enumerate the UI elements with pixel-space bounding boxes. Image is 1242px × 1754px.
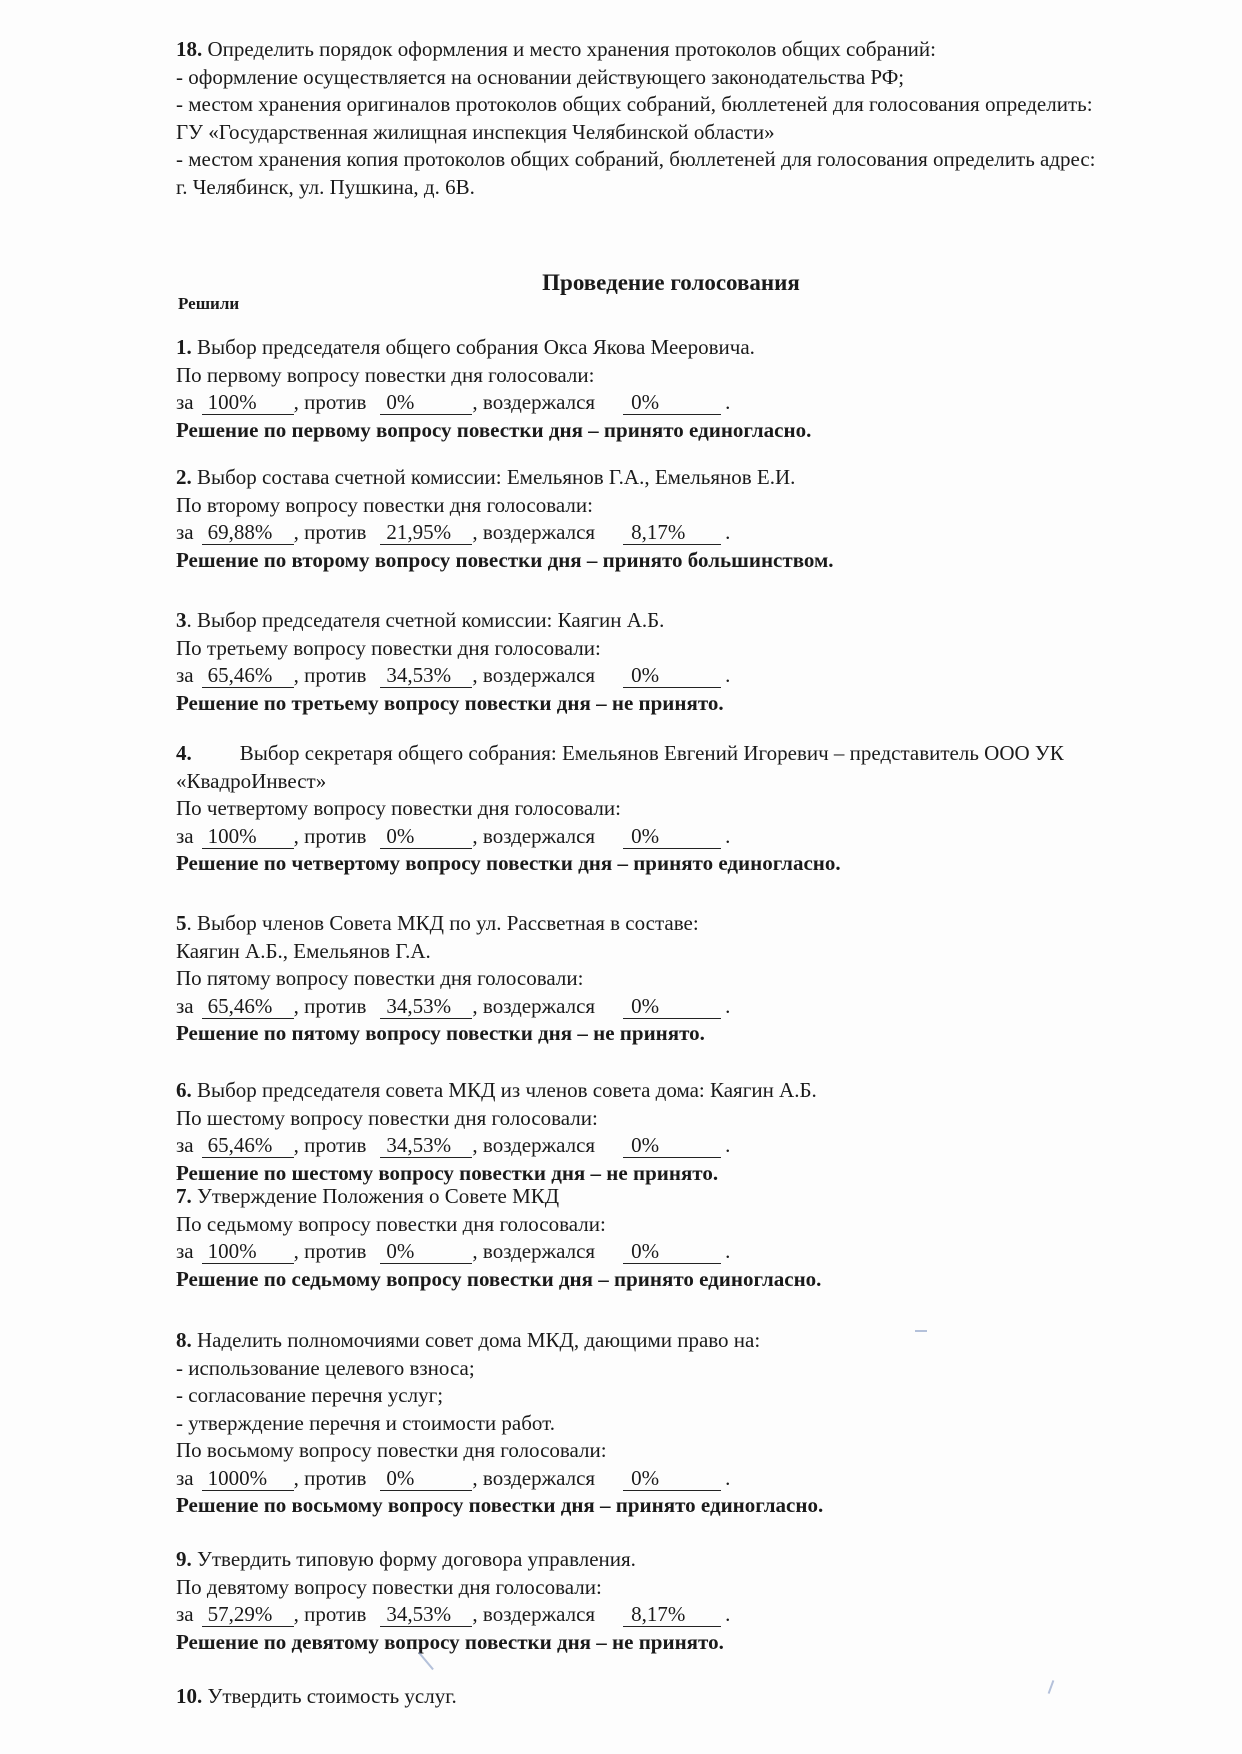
item-text-line [176, 1183, 1166, 1211]
agenda-item [176, 910, 1166, 1048]
for-value: 65,46% [202, 663, 294, 688]
against-value: 0% [380, 1466, 472, 1491]
agenda-item [176, 334, 1166, 444]
abstained-value: 0% [623, 1466, 721, 1491]
abstained-value: 0% [623, 994, 721, 1019]
vote-results [176, 1132, 1166, 1160]
against-label: , против [293, 1465, 367, 1490]
section-heading: Проведение голосования [542, 270, 800, 295]
for-label: за [176, 390, 194, 414]
item-number: 6. [176, 1078, 192, 1102]
for-label: за [176, 520, 194, 544]
item-number: 10. [176, 1684, 203, 1708]
section-18-line [176, 91, 1166, 119]
item-text-line [176, 1327, 1166, 1355]
item-number: 18. [176, 37, 203, 61]
item-text-line [176, 938, 1166, 966]
end-period: . [725, 1465, 731, 1490]
end-period: . [725, 390, 731, 414]
item-text-line [176, 464, 1166, 492]
vote-intro: По третьему вопросу повестки дня голосовали: [176, 635, 601, 660]
against-value: 21,95% [380, 520, 472, 545]
line-text: - местом хранения копия протоколов общих собраний, бюллетеней для голосования определить адрес: [176, 147, 1096, 171]
vote-intro: По восьмому вопросу повестки дня голосовали: [176, 1438, 607, 1462]
abstained-value: 0% [623, 1239, 721, 1264]
item-text: «КвадроИнвест» [176, 768, 327, 793]
for-value: 100% [202, 390, 294, 415]
decision: Решение по шестому вопросу повестки дня – не принято. [176, 1160, 719, 1185]
end-period: . [725, 1133, 731, 1157]
section-18-line [176, 64, 1166, 92]
item-text-line [176, 740, 1166, 768]
vote-results [176, 1601, 1166, 1629]
item-text: Утверждение Положения о Совете МКД [197, 1184, 560, 1208]
agenda-item [176, 1327, 1166, 1520]
item-text: Выбор состава счетной комиссии: Емельянов Г.А., Емельянов Е.И. [197, 465, 796, 489]
agenda-item [176, 607, 1166, 717]
abstained-value: 8,17% [623, 1602, 721, 1627]
item-number: 3 [176, 608, 187, 632]
vote-intro: По шестому вопросу повестки дня голосовали: [176, 1105, 598, 1130]
item-number: 4. [176, 741, 192, 765]
item-text: - использование целевого взноса; [176, 1355, 475, 1380]
for-value: 65,46% [202, 994, 294, 1019]
end-period: . [725, 520, 731, 544]
vote-intro: По первому вопросу повестки дня голосовали: [176, 362, 595, 387]
abstained-label: , воздержался [472, 1133, 596, 1157]
against-value: 34,53% [380, 1602, 472, 1627]
end-period: . [725, 993, 731, 1018]
end-period: . [725, 1239, 731, 1263]
decision: Решение по восьмому вопросу повестки дня – принято единогласно. [176, 1493, 824, 1517]
against-label: , против [293, 823, 367, 848]
for-value: 1000% [202, 1466, 294, 1491]
abstained-label: , воздержался [472, 1602, 596, 1626]
vote-intro: По седьмому вопросу повестки дня голосовали: [176, 1211, 606, 1236]
section-18-line [176, 119, 1166, 147]
section-18 [176, 36, 1166, 201]
item-number: 8. [176, 1328, 192, 1352]
item-text-line [176, 607, 1166, 635]
item-text-line [176, 1077, 1166, 1105]
abstained-label: , воздержался [472, 390, 596, 414]
section-18-line [176, 174, 1166, 202]
agenda-item [176, 1077, 1166, 1187]
item-text-line [176, 1546, 1166, 1574]
vote-results [176, 519, 1166, 547]
decision: Решение по второму вопросу повестки дня – принято большинством. [176, 547, 834, 572]
end-period: . [725, 663, 731, 687]
item-text: - утверждение перечня и стоимости работ. [176, 1410, 555, 1435]
vote-intro: По четвертому вопросу повестки дня голосовали: [176, 796, 621, 820]
for-label: за [176, 1465, 194, 1490]
item-number: 5 [176, 911, 187, 935]
abstained-value: 0% [623, 390, 721, 415]
against-value: 0% [380, 390, 472, 415]
line-text: - оформление осуществляется на основании действующего законодательства РФ; [176, 64, 905, 89]
item-number: 2. [176, 465, 192, 489]
decision: Решение по первому вопросу повестки дня – принято единогласно. [176, 417, 812, 442]
abstained-value: 8,17% [623, 520, 721, 545]
abstained-label: , воздержался [472, 823, 596, 848]
for-label: за [176, 993, 194, 1018]
for-value: 65,46% [202, 1133, 294, 1158]
for-value: 57,29% [202, 1602, 294, 1627]
abstained-value: 0% [623, 1133, 721, 1158]
against-label: , против [293, 1133, 367, 1157]
for-value: 69,88% [202, 520, 294, 545]
item-text: Наделить полномочиями совет дома МКД, дающими право на: [197, 1328, 761, 1352]
item-text: . Выбор председателя счетной комиссии: Каягин А.Б. [186, 608, 665, 632]
item-text-line [176, 1683, 1166, 1711]
item-text-line [176, 1382, 1166, 1410]
item-number: 9. [176, 1547, 192, 1571]
abstained-label: , воздержался [472, 520, 596, 544]
agenda-item [176, 1183, 1166, 1293]
item-text: Утвердить типовую форму договора управления. [197, 1547, 636, 1571]
item-text: Утвердить стоимость услуг. [207, 1684, 457, 1708]
agenda-item [176, 740, 1166, 878]
for-label: за [176, 823, 194, 848]
for-label: за [176, 1239, 194, 1263]
resolved-label: Решили [178, 294, 240, 313]
line-text: г. Челябинск, ул. Пушкина, д. 6В. [176, 174, 475, 199]
item-text-line [176, 768, 1166, 796]
for-label: за [176, 1133, 194, 1157]
abstained-label: , воздержался [472, 993, 596, 1018]
against-label: , против [293, 520, 367, 544]
abstained-label: , воздержался [472, 663, 596, 687]
line-text: - местом хранения оригиналов протоколов общих собраний, бюллетеней для голосования определить: [176, 92, 1093, 116]
item-text: Каягин А.Б., Емельянов Г.А. [176, 938, 431, 963]
vote-intro: По девятому вопросу повестки дня голосовали: [176, 1574, 602, 1599]
vote-results [176, 1238, 1166, 1266]
for-value: 100% [202, 1239, 294, 1264]
agenda-item [176, 464, 1166, 574]
for-value: 100% [202, 824, 294, 849]
abstained-label: , воздержался [472, 1239, 596, 1263]
for-label: за [176, 663, 194, 687]
item-text: - согласование перечня услуг; [176, 1383, 444, 1407]
vote-results [176, 662, 1166, 690]
agenda-item [176, 1546, 1166, 1656]
scan-mark [915, 1330, 927, 1332]
item-number: 7. [176, 1184, 192, 1208]
decision: Решение по седьмому вопросу повестки дня – принято единогласно. [176, 1266, 822, 1291]
abstained-value: 0% [623, 663, 721, 688]
against-label: , против [293, 663, 367, 687]
against-label: , против [293, 390, 367, 414]
against-label: , против [293, 993, 367, 1018]
decision: Решение по третьему вопросу повестки дня – не принято. [176, 690, 724, 715]
decision: Решение по девятому вопросу повестки дня – не принято. [176, 1629, 724, 1654]
for-label: за [176, 1602, 194, 1626]
item-text: Выбор председателя совета МКД из членов совета дома: Каягин А.Б. [197, 1078, 817, 1102]
vote-results [176, 823, 1166, 851]
item-text: Выбор председателя общего собрания Окса Якова Мееровича. [197, 335, 755, 359]
end-period: . [725, 823, 731, 848]
agenda-item [176, 1683, 1166, 1711]
decision: Решение по пятому вопросу повестки дня – не принято. [176, 1021, 705, 1045]
against-value: 0% [380, 1239, 472, 1264]
against-value: 34,53% [380, 663, 472, 688]
vote-intro: По второму вопросу повестки дня голосовали: [176, 492, 593, 517]
vote-results [176, 1465, 1166, 1493]
abstained-value: 0% [623, 824, 721, 849]
item-text-line [176, 910, 1166, 938]
decision: Решение по четвертому вопросу повестки дня – принято единогласно. [176, 851, 841, 875]
section-18-line [176, 146, 1166, 174]
vote-results [176, 389, 1166, 417]
item-text-line [176, 334, 1166, 362]
section-18-line [176, 36, 1166, 64]
vote-results [176, 993, 1166, 1021]
against-value: 34,53% [380, 1133, 472, 1158]
item-text-line [176, 1410, 1166, 1438]
item-text-line [176, 1355, 1166, 1383]
line-text: Определить порядок оформления и место хранения протоколов общих собраний: [207, 37, 936, 61]
against-label: , против [293, 1602, 367, 1626]
item-number: 1. [176, 335, 192, 359]
end-period: . [725, 1602, 731, 1626]
abstained-label: , воздержался [472, 1465, 596, 1490]
item-text: . Выбор членов Совета МКД по ул. Рассветная в составе: [186, 911, 699, 935]
item-text: Выбор секретаря общего собрания: Емельянов Евгений Игоревич – представитель ООО УК [239, 741, 1064, 765]
against-value: 34,53% [380, 994, 472, 1019]
line-text: ГУ «Государственная жилищная инспекция Челябинской области» [176, 119, 775, 144]
vote-intro: По пятому вопросу повестки дня голосовали: [176, 966, 584, 990]
against-value: 0% [380, 824, 472, 849]
against-label: , против [293, 1239, 367, 1263]
